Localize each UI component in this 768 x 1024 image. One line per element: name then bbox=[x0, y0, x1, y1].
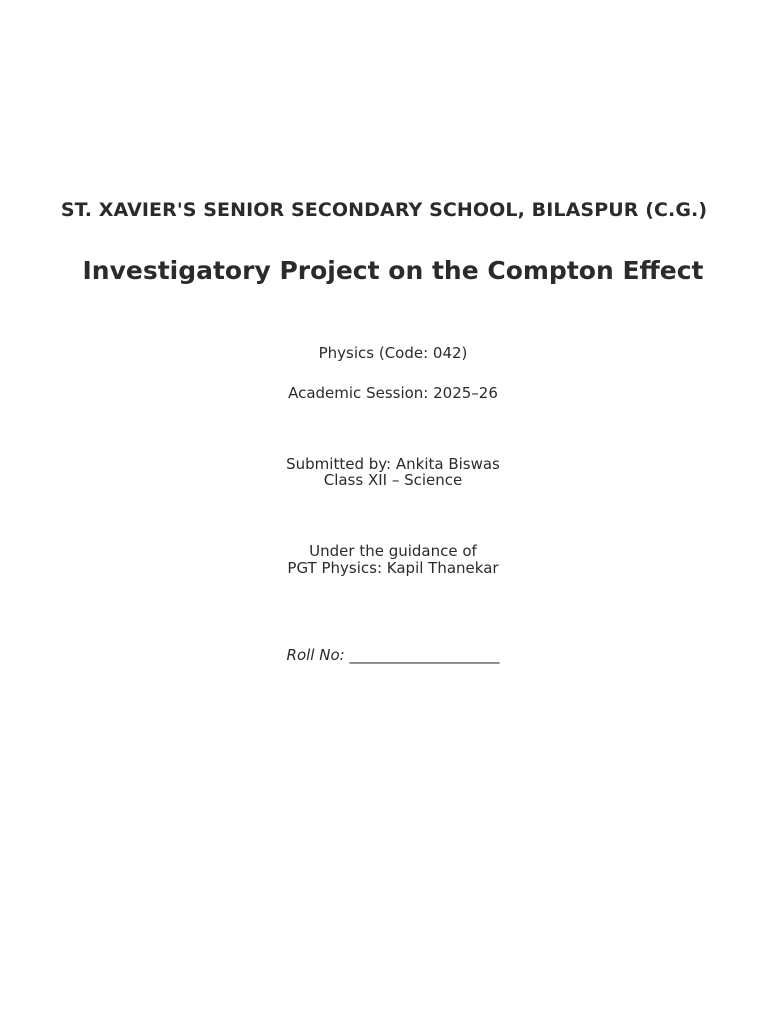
subject-line: Physics (Code: 042) bbox=[318, 344, 468, 362]
teacher-line: PGT Physics: Kapil Thanekar bbox=[287, 559, 499, 577]
guidance-intro: Under the guidance of bbox=[309, 542, 477, 560]
roll-number-line bbox=[9, 646, 768, 664]
class-line: Class XII – Science bbox=[323, 471, 463, 489]
roll-number-blank: ____________________ bbox=[349, 646, 500, 664]
school-name: ST. XAVIER'S SENIOR SECONDARY SCHOOL, BILASPUR (C.G.) bbox=[60, 199, 708, 221]
session-line: Academic Session: 2025–26 bbox=[288, 384, 498, 402]
project-title: Investigatory Project on the Compton Effect bbox=[82, 256, 704, 285]
roll-number-label: Roll No: bbox=[286, 646, 345, 664]
submitted-by: Submitted by: Ankita Biswas bbox=[286, 455, 500, 473]
